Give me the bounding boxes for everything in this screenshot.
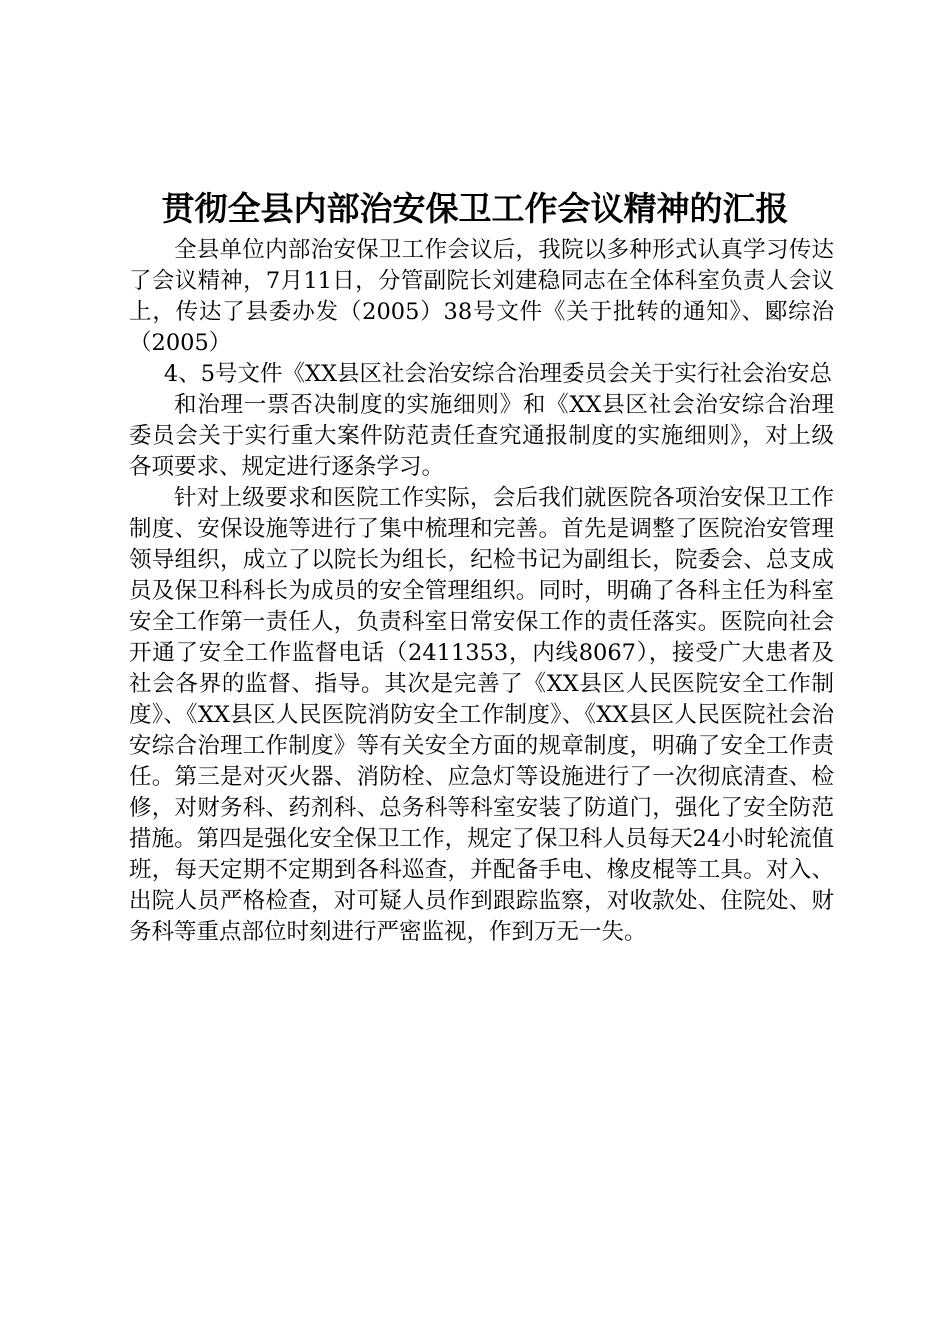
paragraph-1: 全县单位内部治安保卫工作会议后，我院以多种形式认真学习传达了会议精神，7月11日，分管副院长刘建稳同志在全体科室负责人会议上，传达了县委办发（2005）38号文件《关于批转的通知》、郾综治（2005） bbox=[129, 237, 834, 356]
document-title: 贯彻全县内部治安保卫工作会议精神的汇报 bbox=[161, 189, 789, 228]
paragraph-4: 针对上级要求和医院工作实际，会后我们就医院各项治安保卫工作制度、安保设施等进行了集中梳理和完善。首先是调整了医院治安管理领导组织，成立了以院长为组长，纪检书记为副组长，院委会、总支成员及保卫科科长为成员的安全管理组织。同时，明确了各科主任为科室安全工作第一责任人，负责科室日常安保工作的责任落实。医院向社会开通了安全工作监督电话（2411353，内线8067），接受广大患者及社会各界的监督、指导。其次是完善了《XX县区人民医院安全工作制度》、《XX县区人民医院消防安全工作制度》、《XX县区人民医院社会治安综合治理工作制度》等有关安全方面的规章制度，明确了安全工作责任。第三是对灭火器、消防栓、应急灯等设施进行了一次彻底清查、检修，对财务科、药剂科、总务科等科室安装了防道门，强化了安全防范措施。第四是强化安全保卫工作，规定了保卫科人员每天24小时轮流值班，每天定期不定期到各科巡查，并配备手电、橡皮棍等工具。对入、出院人员严格检查，对可疑人员作到跟踪监察，对收款处、住院处、财务科等重点部位时刻进行严密监视，作到万无一失。 bbox=[129, 485, 834, 945]
document-body bbox=[129, 235, 834, 948]
paragraph-2: 4、5号文件《XX县区社会治安综合治理委员会关于实行社会治安总 bbox=[163, 361, 833, 387]
paragraph-3: 和治理一票否决制度的实施细则》和《XX县区社会治安综合治理委员会关于实行重大案件防范责任查究通报制度的实施细则》，对上级各项要求、规定进行逐条学习。 bbox=[129, 392, 834, 480]
